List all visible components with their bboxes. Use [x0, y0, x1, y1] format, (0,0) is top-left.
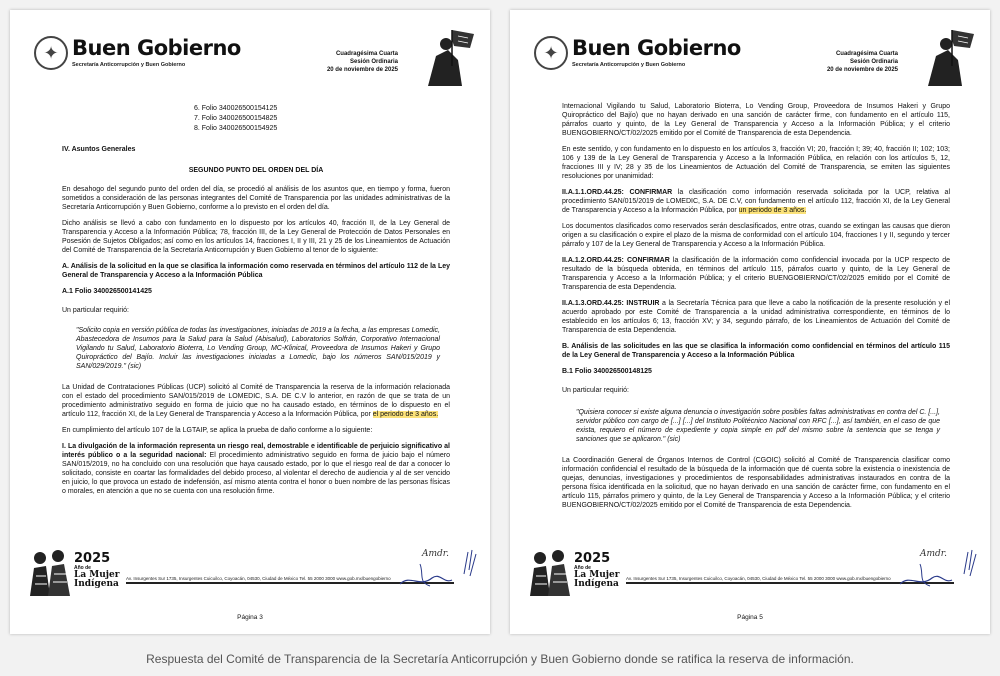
brand-subtitle: Secretaría Anticorrupción y Buen Gobierno — [72, 62, 186, 68]
paragraph — [62, 442, 450, 496]
text-run: a la Secretaría Técnica para que lleve a cabo la notificación de la presente resolución y el acuerdo aprobado por este Comité de Transparencia a la unidad administrativa correspondiente, en términos de lo establecido en los artículos 6; 13, fracción XV; y 34, segundo párrafo, de los Lineamientos de Actuación del Comité de Transparencia de esta Dependencia. — [562, 300, 950, 334]
folio-heading: A.1 Folio 340026500141425 — [62, 288, 152, 295]
brand-subtitle: Secretaría Anticorrupción y Buen Gobierno — [572, 62, 686, 68]
paragraph: En este sentido, y con fundamento en lo dispuesto en los artículos 3, fracción VI; 20, fracción I; 39; 40, fracción II; 102; 103; 106 y 139 de la Ley General de Transparencia y Acceso a la Información Pública, en relación con los artículos 5, 12, fracciones III y IV; 28 y 35 de los Lineamientos de Actuación del Comité de Transparencia, se emiten las siguientes resoluciones por unanimidad: — [562, 146, 950, 180]
paragraph: Un particular requirió: — [62, 307, 129, 314]
text-run: la clasificación de la información como confidencial invocada por la UCP respecto de resultado de la búsqueda obtenida, en términos del artículo 115, párrafos cuarto y quinto, de la Ley General de Transparencia y Acceso a la Información Pública; y el criterio BUENGOBIERNO/CT/02/2025 emitido por el Comité de Transparencia de esta Dependencia. — [562, 257, 950, 291]
session-line: Sesión Ordinaria — [349, 59, 398, 65]
page-footer — [10, 542, 490, 634]
session-date: 20 de noviembre de 2025 — [326, 67, 398, 73]
year-number: 2025 — [574, 551, 611, 566]
text-run: la clasificación como información reservada solicitada por la UCP, relativa al procedimiento SAN/015/2019 de LOMEDIC, S.A. DE C.V, con fundamento en el artículo 112, fracción XI, de la Ley General de Transparencia y Acceso a la Información Pública, por — [562, 189, 950, 214]
year-caption: Año de — [574, 565, 591, 571]
paragraph: La Coordinación General de Órganos Internos de Control (CGOIC) solicitó al Comité de Transparencia clasificar como información confidencial el resultado de la búsqueda de la información que dé cuenta sobre la existencia o inexistencia de quejas, denuncias, investigaciones y procedimientos de responsabilidades administrativas instaurados en contra de la persona física identificada en la solicitud, que no hayan derivado en una sanción de carácter firme, con fundamento en el artículo 115, párrafos primero y quinto, de la Ley General de Transparencia y Acceso a la Información Pública; y el criterio BUENGOBIERNO/CT/02/2025 emitido por el Comité de Transparencia de esta Dependencia. — [562, 457, 950, 509]
year-caption: Indígena — [574, 579, 619, 589]
svg-text:Amdr.: Amdr. — [920, 549, 947, 559]
year-number: 2025 — [74, 551, 111, 566]
text-run: El procedimiento administrativo seguido en forma de juicio bajo el número SAN/015/2019, no ha concluido con una resolución que haya causado estado, por lo que el riesgo real de dar a conocer lo solicitado, consiste en coartar las formalidades del debido proceso, al violentar el derecho de audiencia y al de ser vencido en juicio, lo que provoca un estado de indefensión, así mismo atenta contra el honor o buen nombre de las personas físicas o morales, en atención a que no se cuenta con una resolución firme. — [62, 452, 450, 495]
folio-list-item: 7. Folio 340026500154825 — [194, 115, 278, 122]
document-page-3 — [10, 10, 490, 634]
folio-heading: B.1 Folio 340026500148125 — [562, 368, 652, 375]
indigenous-women-icon — [26, 546, 74, 598]
request-quote: "Solicito copia en versión pública de todas las investigaciones, iniciadas de 2019 a la fecha, a las empresas Lomedic, Abastecedora de Insumos para la Salud para la Salud (Abisalud), Laboratorios Solfrán, Corporativo Internacional Vigilando tu Salud, Laboratorio Bioterra, Lo Vending Group, MC-Klinical, Proveedora de Insumos Hakeri y Grupo Quiropráctico del Bajío. Incluir las investigaciones iniciadas a Lomedic, bajo los números SAN/015/2019 y SAN/029/2019." (sic) — [76, 327, 440, 370]
subsection-title: B. Análisis de las solicitudes en las que se clasifica la información como confidencial en términos del artículo 115 de la Ley General de Transparencia y Acceso a la Información Pública — [562, 343, 950, 359]
footer-address: Av. Insurgentes Sur 1735, Insurgentes Cuicuilco, Coyoacán, 04530, Ciudad de México Tel. 55 2000 3000 www.gob.mx/buengobierno — [626, 576, 891, 581]
request-quote: "Quisiera conocer si existe alguna denuncia o investigación sobre posibles faltas administrativas en contra del C. [...], servidor público con cargo de [...] [...] del Instituto Politécnico Nacional con RFC [...], así también, en el caso de que exista, requiero el número de expediente y copia simple en pdf del mismo sobre la sentencia que se tenga y sanciones que se aplicaron." (sic) — [576, 409, 940, 443]
resolution-code: II.A.1.1.ORD.44.25: CONFIRMAR — [562, 189, 673, 196]
page-number: Página 3 — [237, 614, 263, 621]
heroine-flag-icon — [418, 26, 476, 88]
highlighted-text: un periodo de 3 años. — [738, 207, 807, 214]
page-body — [62, 104, 450, 503]
session-info — [327, 50, 398, 74]
session-info — [827, 50, 898, 74]
page-header — [10, 10, 490, 100]
resolution-paragraph — [562, 256, 950, 292]
brand-title: Buen Gobierno — [572, 36, 741, 60]
year-badge — [574, 552, 626, 589]
text-run: La Unidad de Contrataciones Públicas (UCP) solicitó al Comité de Transparencia la reserva de la información relacionada con el estado del procedimiento SAN/015/2019 de LOMEDIC, S.A. DE C.V lo anterior, en razón de que se trata de un procedimiento administrativo seguido en forma de juicio que no ha causado estado, en términos de lo dispuesto en el artículo 112, fracción XI, de la Ley General de Transparencia y Acceso a la Información Pública, por — [62, 384, 450, 418]
year-caption: Año de — [74, 565, 91, 571]
year-caption: Indígena — [74, 579, 119, 589]
session-line: Cuadragésima Cuarta — [335, 51, 398, 57]
session-date: 20 de noviembre de 2025 — [826, 67, 898, 73]
document-page-5 — [510, 10, 990, 634]
paragraph: En cumplimiento del artículo 107 de la LGTAIP, se aplica la prueba de daño conforme a lo siguiente: — [62, 427, 373, 434]
section-title: IV. Asuntos Generales — [62, 146, 136, 153]
page-number: Página 5 — [737, 614, 763, 621]
indigenous-women-icon — [526, 546, 574, 598]
paragraph — [62, 383, 450, 419]
folio-list-item: 6. Folio 340026500154125 — [194, 105, 278, 112]
government-seal-icon: ✦ — [534, 36, 568, 70]
year-badge — [74, 552, 126, 589]
session-line: Sesión Ordinaria — [849, 59, 898, 65]
paragraph: Los documentos clasificados como reservados serán desclasificados, entre otras, cuando se extingan las causas que dieron origen a su clasificación o expire el plazo de la misma de conformidad con el artículo 104, fracciones I y II, segundo y tercer párrafo y 107 de la Ley General de Transparencia y Acceso a la Información Pública. — [562, 223, 950, 248]
resolution-code: II.A.1.3.ORD.44.25: INSTRUIR — [562, 300, 660, 307]
section-heading: SEGUNDO PUNTO DEL ORDEN DEL DÍA — [188, 167, 324, 174]
handwritten-signature-icon — [390, 544, 480, 592]
paragraph: Dicho análisis se llevó a cabo con fundamento en lo dispuesto por los artículos 40, fracción II, de la Ley General de Transparencia y Acceso a la Información Pública; 78, fracción III, de la Ley General de Protección de Datos Personales en Posesión de Sujetos Obligados; así como en los artículos 14, fracciones I, II y III, 21 y 25 de los Lineamientos de Actuación del Comité de Transparencia de la Secretaría Anticorrupción y Buen Gobierno al tenor de lo siguiente: — [62, 220, 450, 254]
page-footer — [510, 542, 990, 634]
year-caption: La Mujer — [574, 570, 620, 580]
brand-title: Buen Gobierno — [72, 36, 241, 60]
year-caption: La Mujer — [74, 570, 120, 580]
resolution-paragraph — [562, 299, 950, 335]
resolution-paragraph — [562, 188, 950, 215]
page-body — [562, 102, 950, 517]
resolution-code: II.A.1.2.ORD.44.25: CONFIRMAR — [562, 257, 670, 264]
handwritten-signature-icon — [890, 544, 980, 592]
paragraph: En desahogo del segundo punto del orden del día, se procedió al análisis de los asuntos que, en tiempo y forma, fueron sometidos a consideración de las personas integrantes del Comité de Transparencia por las unidades administrativas de la Secretaría Anticorrupción y Buen Gobierno, conforme a lo previsto en el orden del día. — [62, 186, 450, 211]
svg-text:Amdr.: Amdr. — [422, 549, 449, 559]
image-caption: Respuesta del Comité de Transparencia de la Secretaría Anticorrupción y Buen Gobierno donde se ratifica la reserva de información. — [146, 652, 854, 666]
page-header — [510, 10, 990, 100]
paragraph: Internacional Vigilando tu Salud, Laboratorio Bioterra, Lo Vending Group, Proveedora de Insumos Hakeri y Grupo Quiropráctico del Bajío) que no hayan derivado en una sanción de carácter firme, con fundamento en el artículo 115, párrafos cuarto y quinto, de la Ley General de Transparencia y Acceso a la Información Pública; y el criterio BUENGOBIERNO/CT/02/2025 emitido por el Comité de Transparencia de esta Dependencia. — [562, 103, 950, 137]
government-seal-icon: ✦ — [34, 36, 68, 70]
footer-address: Av. Insurgentes Sur 1735, Insurgentes Cuicuilco, Coyoacán, 04530, Ciudad de México Tel. 55 2000 3000 www.gob.mx/buengobierno — [126, 576, 391, 581]
paragraph: Un particular requirió: — [562, 387, 629, 394]
subsection-title: A. Análisis de la solicitud en la que se clasifica la información como reservada en términos del artículo 112 de la Ley General de Transparencia y Acceso a la Información Pública — [62, 263, 450, 279]
session-line: Cuadragésima Cuarta — [835, 51, 898, 57]
bold-text: I. La divulgación de la información representa un riesgo real, demostrable e identificable de perjuicio significativo al interés público o a la seguridad nacional: — [62, 443, 450, 459]
highlighted-text: el periodo de 3 años. — [372, 411, 439, 418]
heroine-flag-icon — [918, 26, 976, 88]
folio-list-item: 8. Folio 340026500154925 — [194, 125, 278, 132]
